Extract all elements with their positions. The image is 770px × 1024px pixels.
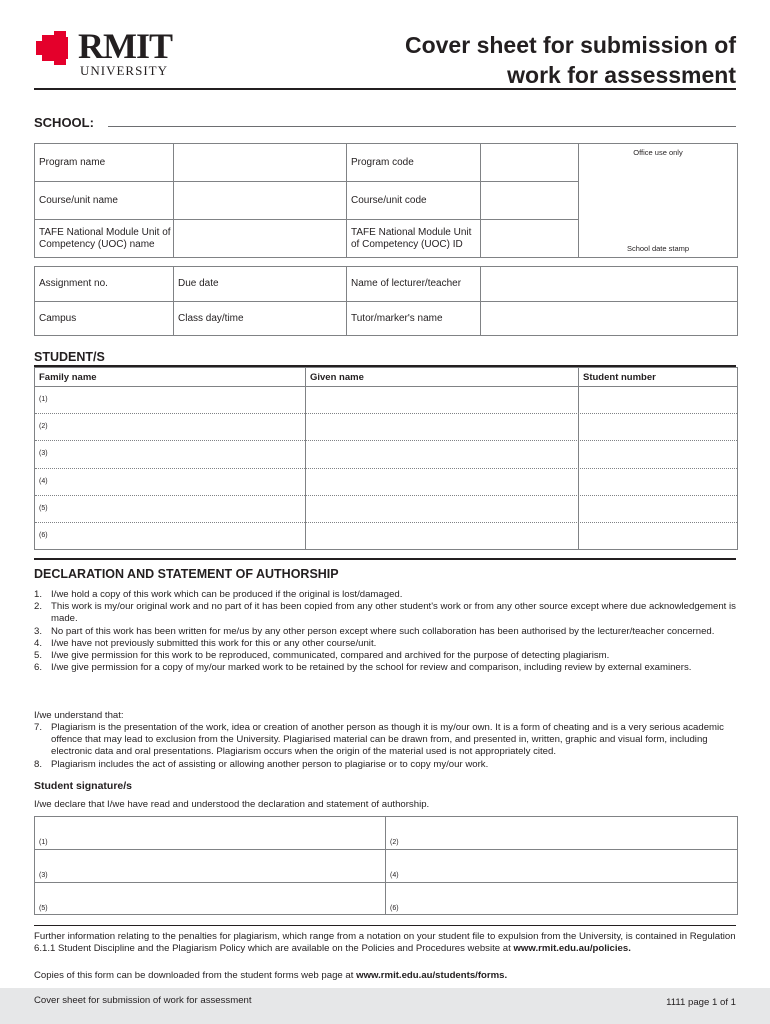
student-row-3[interactable]: (3) (39, 450, 48, 457)
office-use-label: Office use only (633, 148, 683, 157)
footer-title: Cover sheet for submission of work for assessment (34, 995, 252, 1006)
declaration-item: 2. This work is my/our original work and no part of it has been copied from any other student's work or from any other source except where due acknowledgement is made. (34, 601, 736, 625)
school-label: SCHOOL: (34, 115, 94, 130)
page-title (316, 30, 736, 90)
assignment-table (34, 266, 738, 336)
program-table (34, 143, 579, 258)
school-input-line[interactable] (108, 126, 736, 127)
student-number-header: Student number (583, 372, 656, 383)
due-date-label: Due date (178, 278, 219, 289)
signature-3[interactable]: (3) (39, 872, 48, 879)
declaration-item: 7. Plagiarism is the presentation of the work, idea or creation of another person as though it is my/our own. It is a form of cheating and is a very serious academic offence that may lead to exclusion from the University. Plagiarised material can be drawn from, and presented in, written, graphic and visual form, including electronic data and oral presentations. Plagiarism occurs when the origin of the material used is not appropriately cited. (34, 722, 724, 758)
program-code-field[interactable] (481, 144, 579, 181)
course-name-field[interactable] (174, 182, 346, 219)
course-code-field[interactable] (481, 182, 579, 219)
logo-subtitle: UNIVERSITY (80, 63, 168, 78)
student-row-1[interactable]: (1) (39, 396, 48, 403)
declaration-item: 4. I/we have not previously submitted this work for this or any other course/unit. (34, 637, 377, 649)
declaration-rule (34, 558, 736, 560)
declaration-list (34, 589, 738, 674)
tutor-label: Tutor/marker's name (351, 313, 443, 324)
copies-info (34, 970, 738, 982)
student-row-6[interactable]: (6) (39, 532, 48, 539)
tafe-name-label: TAFE National Module Unit of Competency (UOC) name (39, 227, 171, 250)
further-info (34, 931, 738, 955)
course-name-label: Course/unit name (39, 194, 118, 206)
tutor-field[interactable] (481, 302, 737, 336)
student-row-2[interactable]: (2) (39, 423, 48, 430)
tafe-id-label: TAFE National Module Unit of Competency (UOC) ID (351, 227, 472, 250)
given-name-header: Given name (310, 372, 364, 383)
copies-text: Copies of this form can be downloaded from the student forms web page at (34, 970, 354, 981)
lecturer-field[interactable] (481, 267, 737, 301)
declaration-item: 5. I/we give permission for this work to be reproduced, communicated, compared and archived for the purpose of detecting plagiarism. (34, 650, 610, 662)
forms-link[interactable]: www.rmit.edu.au/students/forms. (356, 970, 508, 981)
student-row-5[interactable]: (5) (39, 505, 48, 512)
family-name-header: Family name (39, 372, 97, 383)
course-code-label: Course/unit code (351, 194, 427, 206)
program-name-field[interactable] (174, 144, 346, 181)
declaration-item: 6. I/we give permission for a copy of my/our marked work to be retained by the school for review and comparison, including review by external examiners. (34, 662, 692, 674)
title-line-1: Cover sheet for submission of (404, 32, 736, 58)
tafe-id-field[interactable] (481, 220, 579, 258)
declaration-heading: DECLARATION AND STATEMENT OF AUTHORSHIP (34, 567, 339, 581)
further-rule (34, 925, 736, 926)
signature-2[interactable]: (2) (390, 839, 399, 846)
signature-1[interactable]: (1) (39, 839, 48, 846)
signature-4[interactable]: (4) (390, 872, 399, 879)
program-name-label: Program name (39, 156, 106, 168)
assignment-no-label: Assignment no. (39, 278, 108, 289)
signature-table (34, 816, 738, 915)
policies-link[interactable]: www.rmit.edu.au/policies. (513, 943, 631, 955)
declaration-item: 3. No part of this work has been written for me/us by any other person except where such collaboration has been authorised by the lecturer/teacher concerned. (34, 625, 715, 637)
students-heading: STUDENT/S (34, 350, 105, 364)
header-rule (34, 88, 736, 90)
signature-6[interactable]: (6) (390, 905, 399, 912)
declaration-item: 8. Plagiarism includes the act of assisting or allowing another person to plagiarise or to copy my/our work. (34, 758, 489, 770)
logo-wordmark: RMIT (78, 26, 172, 66)
title-line-2: work for assessment (507, 62, 736, 88)
lecturer-label: Name of lecturer/teacher (351, 278, 462, 289)
campus-label: Campus (39, 313, 77, 324)
class-day-label: Class day/time (178, 313, 244, 324)
tafe-name-field[interactable] (174, 220, 346, 258)
students-table (34, 367, 738, 550)
declaration-item: 1. I/we hold a copy of this work which can be produced if the original is lost/damaged. (34, 589, 403, 600)
footer-bar (0, 988, 770, 1024)
rmit-logo (34, 28, 184, 80)
signature-5[interactable]: (5) (39, 905, 48, 912)
date-stamp-label: School date stamp (626, 244, 690, 253)
further-text: Further information relating to the penalties for plagiarism, which range from a notation on your student file to expulsion from the University, is contained in Regulation 6.1.1 Student Discipline and the Plagiarism Policy which are available on the Policies and Procedures website at (34, 931, 736, 955)
signature-statement: I/we declare that I/we have read and understood the declaration and statement of authorship. (34, 799, 430, 810)
signature-heading: Student signature/s (34, 780, 133, 792)
plagiarism-list (34, 722, 738, 771)
student-row-4[interactable]: (4) (39, 478, 48, 485)
office-use-box (579, 143, 738, 258)
program-code-label: Program code (351, 156, 414, 168)
footer-page-number: 1111 page 1 of 1 (666, 997, 736, 1008)
understand-label: I/we understand that: (34, 710, 124, 721)
rmit-pixel-logo-icon (34, 31, 74, 65)
